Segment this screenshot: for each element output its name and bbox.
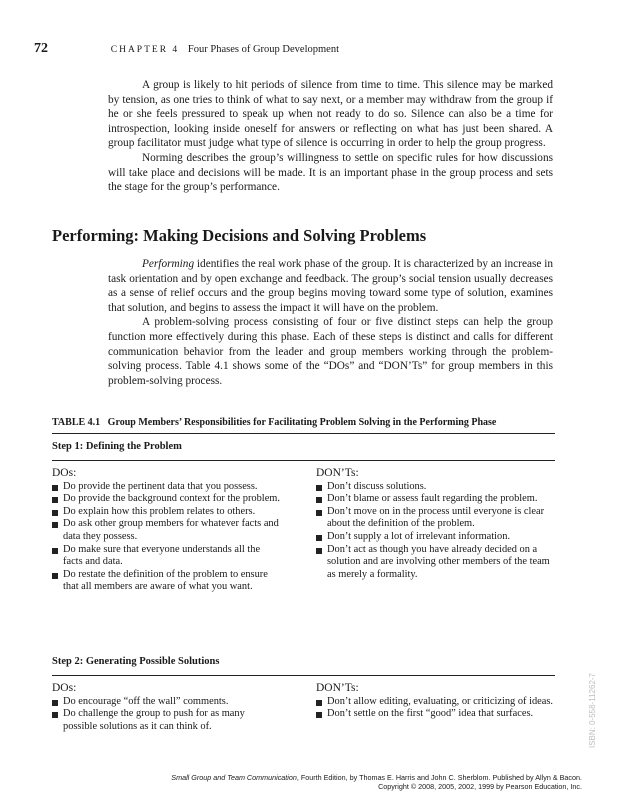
table-top-rule — [52, 433, 555, 434]
step-1-dos-list — [52, 481, 280, 594]
running-header — [34, 41, 339, 57]
isbn-side-note: ISBN: 0-558-11262-7 — [588, 672, 597, 748]
list-item: Do challenge the group to push for as many possible solutions as it can think of. — [52, 708, 280, 733]
step-2-dos-column — [52, 682, 280, 733]
table-label: TABLE 4.1 — [52, 417, 101, 428]
performing-term: Performing — [142, 258, 195, 270]
step-1-dos-label: DOs: — [52, 467, 77, 479]
list-item: Don’t supply a lot of irrelevant information. — [316, 531, 558, 544]
list-item: Do provide the pertinent data that you possess. — [52, 481, 280, 494]
list-item: Do ask other group members for whatever facts and data they possess. — [52, 518, 280, 543]
step-1-donts-list — [316, 481, 558, 582]
footer-line-2: Copyright © 2008, 2005, 2002, 1999 by Pearson Education, Inc. — [378, 782, 582, 791]
step-1-title: Step 1: Defining the Problem — [52, 441, 182, 452]
section-paragraph-1 — [108, 257, 553, 315]
list-item: Do explain how this problem relates to others. — [52, 506, 280, 519]
list-item: Don’t blame or assess fault regarding the problem. — [316, 493, 558, 506]
step-2-dos-list — [52, 696, 280, 734]
step-1-rule — [52, 460, 555, 461]
list-item: Don’t allow editing, evaluating, or criticizing of ideas. — [316, 696, 558, 709]
table-caption — [52, 417, 555, 428]
list-item: Do restate the definition of the problem to ensure that all members are aware of what you want. — [52, 569, 280, 594]
step-1-dos-column — [52, 467, 280, 594]
step-2-donts-column — [316, 682, 558, 721]
footer-line-1 — [171, 773, 582, 782]
step-1-donts-column — [316, 467, 558, 581]
page-number: 72 — [34, 41, 48, 56]
section-paragraph-1-rest: identifies the real work phase of the group. It is characterized by an increase in task orientation and by open exchange and feedback. The group’s social tension usually decreases as a sense of relief occurs and the group begins moving toward some type of solution, examines that solution, and begins to assess the impact it will have on the problem. — [108, 258, 553, 314]
step-2-donts-label: DON’Ts: — [316, 682, 359, 694]
intro-paragraph-1: A group is likely to hit periods of silence from time to time. This silence may be marked by tension, as one tries to think of what to say next, or a member may withdraw from the group if he or she feels pressured to speak up when not ready to do so. Silence can also be a time for introspection, looking inside oneself for answers or reflecting on what has just been shared. A group facilitator must judge what type of silence is occurring in order to help the group progress. — [108, 79, 553, 150]
step-2-dos-label: DOs: — [52, 682, 77, 694]
section-heading: Performing: Making Decisions and Solving Problems — [52, 226, 427, 245]
table-title: Group Members’ Responsibilities for Facilitating Problem Solving in the Performing Phase — [107, 417, 497, 428]
copyright-footer — [171, 773, 582, 791]
section-text — [108, 257, 553, 388]
list-item: Don’t discuss solutions. — [316, 481, 558, 494]
step-2-donts-list — [316, 696, 558, 721]
section-paragraph-2: A problem-solving process consisting of four or five distinct steps can help the group function more effectively during this phase. Each of these steps is distinct and calls for different communication behavior from the leader and group members working through the problem-solving process. Table 4.1 shows some of the “DOs” and “DON’Ts” for group members in this problem-solving process. — [108, 316, 553, 387]
list-item: Do make sure that everyone understands all the facts and data. — [52, 544, 280, 569]
step-1-donts-label: DON’Ts: — [316, 467, 359, 479]
list-item: Don’t move on in the process until everyone is clear about the definition of the problem. — [316, 506, 558, 531]
chapter-title: Four Phases of Group Development — [187, 44, 339, 55]
footer-line-1-rest: , Fourth Edition, by Thomas E. Harris and John C. Sherblom. Published by Allyn & Bacon. — [296, 773, 582, 782]
intro-text — [108, 78, 553, 195]
intro-paragraph-2: Norming describes the group’s willingness to settle on specific rules for how discussions will take place and decisions will be made. It is an important phase in the group process and sets the stage for the group’s performance. — [108, 151, 553, 194]
list-item: Don’t settle on the first “good” idea that surfaces. — [316, 708, 558, 721]
step-2-rule — [52, 675, 555, 676]
list-item: Do encourage “off the wall” comments. — [52, 696, 280, 709]
list-item: Do provide the background context for the problem. — [52, 493, 280, 506]
footer-book-title: Small Group and Team Communication — [171, 773, 297, 782]
step-2-title: Step 2: Generating Possible Solutions — [52, 656, 220, 667]
list-item: Don’t act as though you have already decided on a solution and are involving other members of the team as merely a formality. — [316, 544, 558, 582]
chapter-label: CHAPTER 4 — [110, 45, 180, 55]
